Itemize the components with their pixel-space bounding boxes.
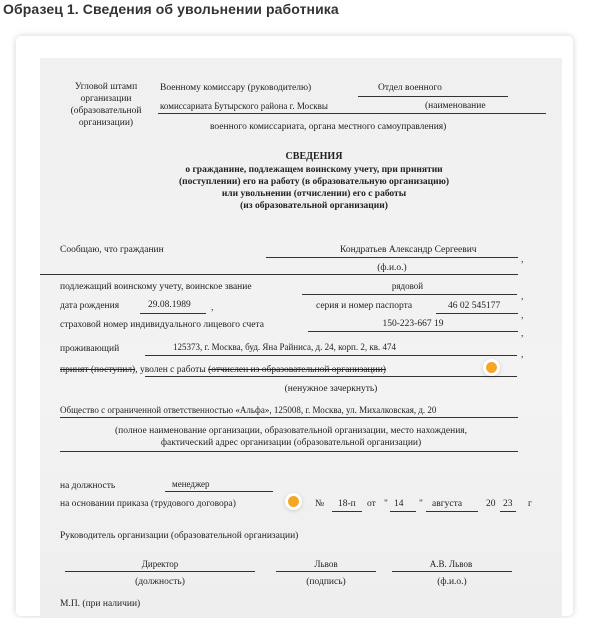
title-sub-2: (поступлении) его на работу (в образовательную организацию) bbox=[178, 177, 450, 187]
position-label: на должность bbox=[60, 481, 116, 491]
addressee-line-1: Военному комиссару (руководителю) bbox=[160, 83, 312, 93]
address-value: 125373, г. Москва, буд. Яна Райниса, д. 24, корп. 2, кв. 474 bbox=[173, 342, 396, 352]
org-value: Общество с ограниченной ответственностью «Альфа», 125008, г. Москва, ул. Михалковская, д. 20 bbox=[60, 405, 437, 415]
year-unit: г bbox=[528, 499, 532, 509]
highlight-marker-dismissal[interactable] bbox=[486, 362, 497, 373]
name-hint: (ф.и.о.) bbox=[437, 577, 467, 587]
comma-5: , bbox=[521, 329, 524, 339]
snils-value: 150-223-667 19 bbox=[382, 319, 444, 329]
position-rule bbox=[165, 491, 273, 492]
hired-struck: принят (поступил) bbox=[60, 365, 136, 375]
order-month-rule bbox=[426, 511, 478, 512]
passport-rule bbox=[436, 313, 518, 314]
quote-close: " bbox=[419, 499, 423, 509]
number-sign: № bbox=[315, 499, 325, 509]
addressee-line-1-value: Отдел военного bbox=[378, 83, 442, 93]
birth-rule bbox=[140, 313, 206, 314]
status-rule bbox=[145, 376, 517, 377]
order-month: августа bbox=[432, 499, 463, 509]
expelled-struck: (отчислен из образовательной организации) bbox=[208, 365, 386, 375]
signature-hint: (подпись) bbox=[306, 577, 346, 587]
order-number: 18-п bbox=[338, 499, 356, 509]
birth-value: 29.08.1989 bbox=[148, 300, 191, 310]
org-hint-rule bbox=[60, 451, 518, 452]
title-sub-1: о гражданине, подлежащем воинскому учету, при принятии bbox=[185, 165, 443, 175]
org-hint-2: фактический адрес организации (образовательной организации) bbox=[160, 438, 422, 448]
org-hint-1: (полное наименование организации, образовательной организации, место нахождения, bbox=[114, 426, 468, 436]
stamp-line-3: (образовательной bbox=[70, 106, 142, 116]
head-name-rule bbox=[392, 571, 512, 572]
page-heading: Образец 1. Сведения об увольнении работника bbox=[3, 1, 339, 17]
address-label: проживающий bbox=[60, 344, 120, 354]
rank-rule bbox=[302, 294, 517, 295]
cross-out-hint: (ненужное зачеркнуть) bbox=[284, 384, 378, 394]
document-paper bbox=[40, 58, 562, 618]
snils-rule bbox=[308, 331, 518, 332]
order-day-rule bbox=[390, 511, 416, 512]
comma-3: , bbox=[211, 303, 214, 313]
highlight-marker-order[interactable] bbox=[288, 496, 299, 507]
position-hint: (должность) bbox=[135, 577, 185, 587]
dismissed-text: , уволен с работы bbox=[135, 365, 206, 375]
passport-label: серия и номер паспорта bbox=[316, 301, 413, 311]
year-rule bbox=[500, 511, 516, 512]
year-prefix: 20 bbox=[486, 499, 496, 509]
title-sub-4: (из образовательной организации) bbox=[240, 201, 388, 211]
birth-label: дата рождения bbox=[60, 301, 120, 311]
stamp-line-4: организации) bbox=[78, 118, 134, 128]
fio-hint: (ф.и.о.) bbox=[377, 263, 407, 273]
order-day: 14 bbox=[394, 499, 404, 509]
employment-status bbox=[60, 364, 386, 376]
comma-6: , bbox=[521, 350, 524, 360]
citizen-name-rule bbox=[266, 257, 518, 258]
fio-rule bbox=[40, 274, 518, 275]
stamp-line-2: организации bbox=[80, 94, 132, 104]
addressee-line-2-rule bbox=[158, 113, 546, 114]
addressee-line-1-rule bbox=[358, 96, 508, 97]
head-position-rule bbox=[65, 571, 255, 572]
head-position: Директор bbox=[141, 559, 179, 569]
comma-1: , bbox=[521, 255, 524, 265]
citizen-name: Кондратьев Александр Сергеевич bbox=[340, 245, 477, 255]
addressee-line-2: комиссариата Бутырского района г. Москвы bbox=[160, 101, 328, 111]
stamp-label: М.П. (при наличии) bbox=[60, 599, 141, 609]
stamp-line-1: Угловой штамп bbox=[74, 82, 138, 92]
addressee-line-2-hint: (наименование bbox=[425, 101, 486, 111]
head-signature: Львов bbox=[314, 559, 338, 569]
position-value: менеджер bbox=[172, 479, 210, 489]
addressee-line-3: военного комиссариата, органа местного самоуправления) bbox=[210, 122, 447, 132]
head-label: Руководитель организации (образовательной организации) bbox=[60, 531, 299, 541]
report-label: Сообщаю, что гражданин bbox=[60, 245, 164, 255]
head-name: А.В. Львов bbox=[429, 559, 473, 569]
title-main: СВЕДЕНИЯ bbox=[285, 151, 343, 162]
passport-value: 46 02 545177 bbox=[448, 301, 501, 311]
quote-open: " bbox=[384, 499, 388, 509]
rank-value: рядовой bbox=[391, 281, 424, 291]
year-suffix: 23 bbox=[503, 499, 513, 509]
rank-label: подлежащий воинскому учету, воинское звание bbox=[60, 282, 252, 292]
head-signature-rule bbox=[276, 571, 376, 572]
from-label: от bbox=[367, 499, 376, 509]
order-label: на основании приказа (трудового договора) bbox=[60, 499, 236, 509]
snils-label: страховой номер индивидуального лицевого счета bbox=[60, 320, 264, 330]
title-sub-3: или увольнении (отчислении) его с работы bbox=[221, 189, 407, 199]
comma-4: , bbox=[521, 311, 524, 321]
order-number-rule bbox=[332, 511, 362, 512]
address-rule bbox=[145, 355, 517, 356]
org-rule bbox=[60, 417, 518, 418]
comma-2: , bbox=[521, 292, 524, 302]
